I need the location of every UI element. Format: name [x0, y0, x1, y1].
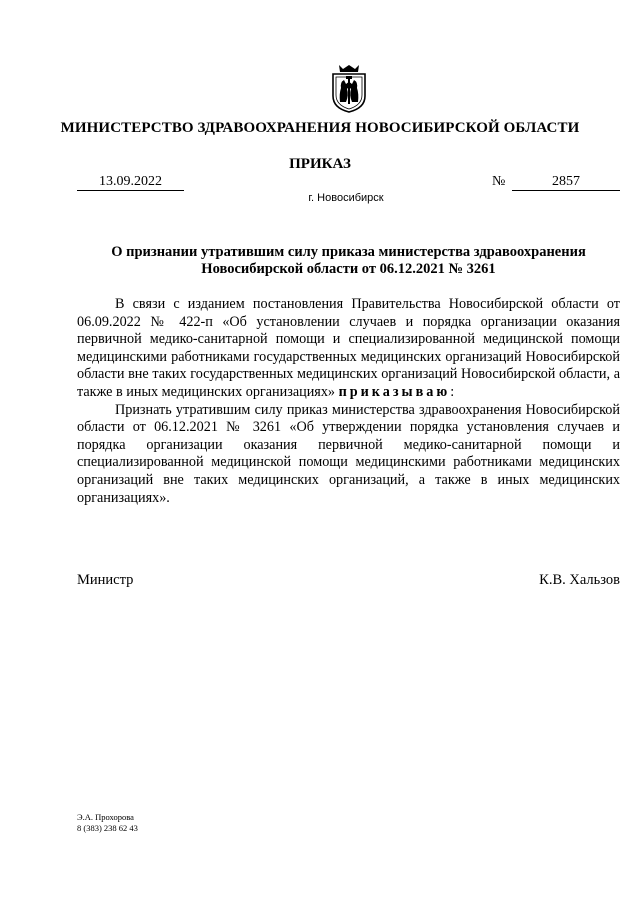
preamble-text: В связи с изданием постановления Правительства Новосибирской области от 06.09.2022 № 422-п «Об установлении случаев и порядка организации оказания первичной медико-санитарной помощи и специализированной медицинской помощи медицинскими работниками государственных медицинских организаций Новосибирской области вне таких государственных медицинских организаций Новосибирской области, а также в иных медицинских организациях»: [77, 296, 620, 400]
order-subject: [77, 244, 620, 278]
order-colon: :: [450, 383, 455, 400]
order-number-label: №: [492, 174, 506, 189]
order-subject-line1: О признании утратившим силу приказа министерства здравоохранения: [111, 244, 586, 260]
coat-of-arms-icon: [325, 62, 373, 114]
order-paragraph: Признать утратившим силу приказ министерства здравоохранения Новосибирской области от 06.12.2021 № 3261 «Об утверждении порядка установления случаев и порядка организации оказания первичной медико-санитарной помощи и специализированной медицинской помощи медицинскими работниками медицинских организаций вне таких медицинских организаций, а также в иных медицинских организациях».: [77, 401, 620, 506]
executor-phone: 8 (383) 238 62 43: [77, 823, 138, 833]
document-type-title: ПРИКАЗ: [289, 156, 351, 172]
ministry-heading: МИНИСТЕРСТВО ЗДРАВООХРАНЕНИЯ НОВОСИБИРСКОЙ ОБЛАСТИ: [60, 120, 580, 136]
preamble-paragraph: [77, 296, 620, 402]
order-word: приказываю: [338, 383, 451, 400]
signatory-title: Министр: [77, 572, 134, 588]
order-number: 2857: [512, 174, 620, 191]
signatory-name: К.В. Хальзов: [539, 572, 620, 588]
executor-name: Э.А. Прохорова: [77, 812, 134, 822]
order-subject-line2: Новосибирской области от 06.12.2021 № 3261: [201, 261, 496, 277]
order-body: [77, 296, 620, 507]
city-name: г. Новосибирск: [308, 192, 384, 204]
order-date: 13.09.2022: [77, 174, 184, 191]
